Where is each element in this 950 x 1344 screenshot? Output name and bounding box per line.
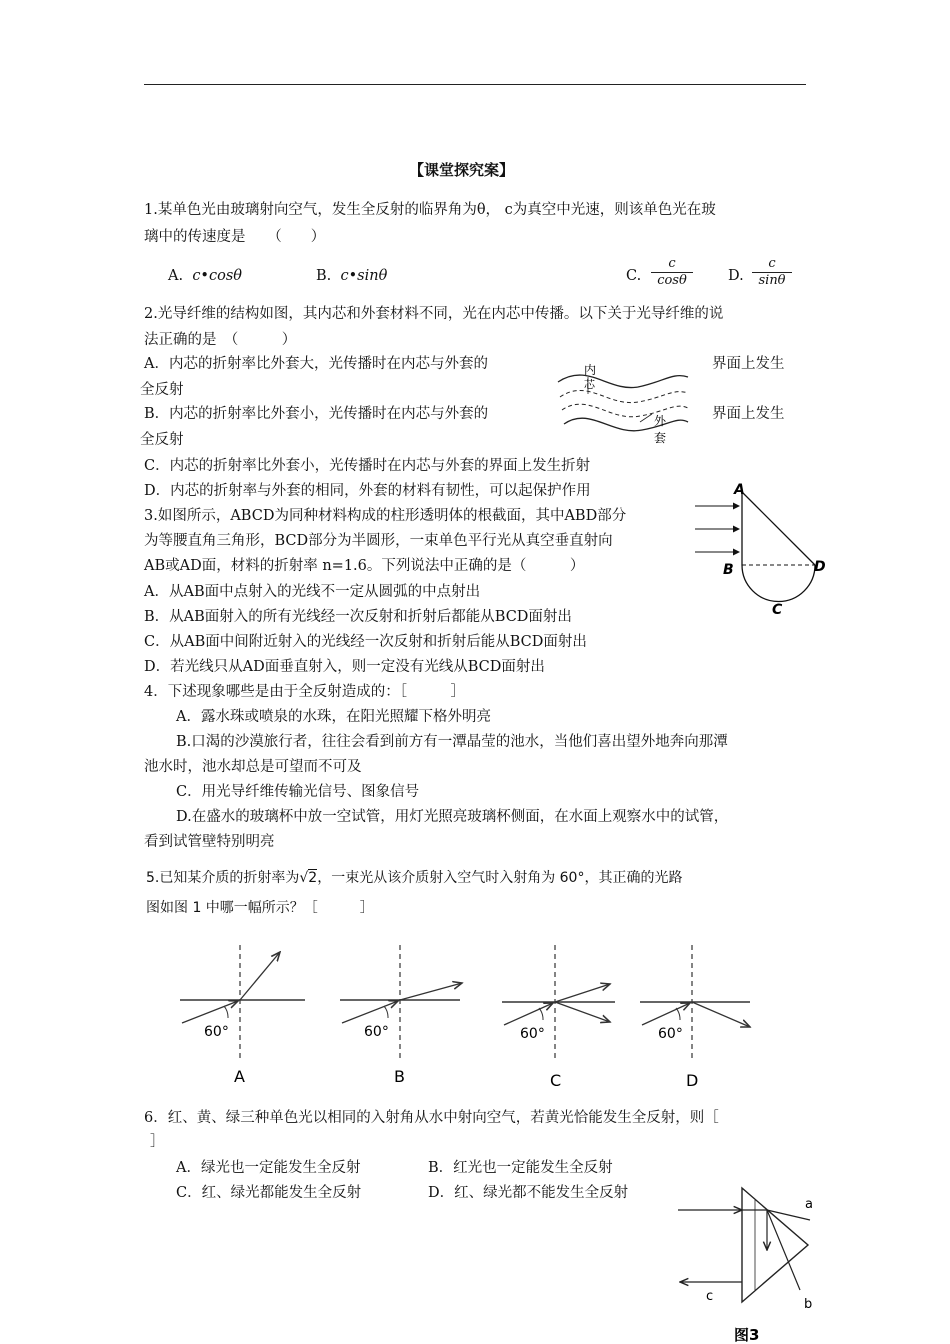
header-rule [144, 84, 806, 85]
q1-stem-line2: 璃中的传速度是 （ ） [144, 229, 326, 245]
q4-option-a: A．露水珠或喷泉的水珠，在阳光照耀下格外明亮 [176, 709, 491, 725]
q4-option-b-line1: B.口渴的沙漠旅行者，往往会看到前方有一潭晶莹的池水，当他们喜出望外地奔向那潭 [176, 734, 728, 750]
fiber-label-inner-1: 内 [584, 363, 597, 377]
q2-stem-line1: 2.光导纤维的结构如图，其内芯和外套材料不同，光在内芯中传播。以下关于光导纤维的说 [144, 306, 724, 322]
q6-option-d: D．红、绿光都不能发生全反射 [428, 1185, 629, 1201]
q2-option-d: D．内芯的折射率与外套的相同，外套的材料有韧性，可以起保护作用 [144, 483, 591, 499]
point-a-label: A [734, 482, 745, 498]
fiber-outer-top [558, 375, 688, 388]
prism-arc-bcd [742, 565, 815, 602]
svg-text:C: C [550, 1071, 562, 1090]
q2-option-b-part1: B．内芯的折射率比外套小，光传播时在内芯与外套的 [144, 406, 489, 422]
q5-figure-a [180, 945, 305, 1086]
prism-figure-3 [670, 1180, 830, 1344]
svg-text:60°: 60° [520, 1026, 545, 1042]
point-d-label: D [814, 559, 826, 575]
prism-edge-ad [742, 492, 815, 565]
q5-figure-d [640, 945, 750, 1090]
q1-stem-line1: 1.某单色光由玻璃射向空气，发生全反射的临界角为θ， c为真空中光速，则该单色光在玻 [144, 202, 716, 218]
svg-text:60°: 60° [658, 1026, 683, 1042]
fiber-core-bottom [562, 404, 688, 417]
sqrt-sign: √ [299, 870, 309, 886]
q5-figure-b [340, 945, 462, 1086]
q4-stem: 4．下述现象哪些是由于全反射造成的：［ ］ [144, 684, 465, 700]
figure-3-caption: 图3 [734, 1326, 760, 1344]
q3-stem-line2: 为等腰直角三角形，BCD部分为半圆形，一束单色平行光从真空垂直射向 [144, 533, 613, 549]
svg-text:60°: 60° [204, 1024, 229, 1040]
prism-abcd-figure [690, 480, 840, 620]
q2-stem-line2: 法正确的是 （ ） [144, 332, 297, 348]
q3-option-a: A．从AB面中点射入的光线不一定从圆弧的中点射出 [144, 584, 481, 600]
fiber-outer-bottom [564, 418, 688, 431]
svg-text:A: A [234, 1067, 245, 1086]
q2-option-b-part2: 界面上发生 [712, 406, 785, 422]
q4-option-b-line2: 池水时，池水却总是可望而不可及 [144, 759, 362, 775]
ray-b-label: b [804, 1297, 813, 1312]
q4-option-d-line2: 看到试管壁特别明亮 [144, 834, 275, 850]
q6-option-b: B．红光也一定能发生全反射 [428, 1160, 613, 1176]
q1-option-a: A. c•cosθ [168, 268, 243, 284]
q1-option-c-fraction: $\frac{c}{\cos\theta}$ [651, 256, 693, 289]
q2-option-b-part3: 全反射 [140, 432, 184, 448]
ray-a-label: a [805, 1197, 813, 1212]
point-c-label: C [772, 602, 783, 618]
q4-option-c: C．用光导纤维传输光信号、图象信号 [176, 784, 420, 800]
q2-option-a-part3: 全反射 [140, 382, 184, 398]
section-title: 【课堂探究案】 [409, 161, 515, 179]
q5-light-path-figures [170, 940, 770, 1100]
q1-option-d-label: D. [728, 268, 744, 284]
ray-b [767, 1210, 800, 1290]
q2-option-a-part2: 界面上发生 [712, 356, 785, 372]
q1-option-c-label: C. [626, 268, 642, 284]
q2-option-c: C．内芯的折射率比外套小，光传播时在内芯与外套的界面上发生折射 [144, 458, 591, 474]
q6-option-a: A．绿光也一定能发生全反射 [176, 1160, 361, 1176]
fiber-core-top [560, 390, 688, 402]
q3-stem-line3: AB或AD面，材料的折射率 n=1.6。下列说法中正确的是（ ） [144, 558, 585, 574]
fiber-label-outer-1: 外 [654, 414, 667, 428]
svg-text:D: D [686, 1071, 699, 1090]
fiber-label-inner-2: 芯 [584, 378, 595, 391]
q1-option-d-fraction: $\frac{c}{\sin\theta}$ [752, 256, 792, 289]
optical-fiber-figure [548, 352, 708, 452]
q5-stem-line2: 图如图 1 中哪一幅所示？［ ］ [146, 900, 374, 916]
q2-option-a-part1: A．内芯的折射率比外套大，光传播时在内芯与外套的 [144, 356, 488, 372]
svg-text:60°: 60° [364, 1024, 389, 1040]
q6-stem-line1: 6．红、黄、绿三种单色光以相同的入射角从水中射向空气，若黄光恰能发生全反射，则［ [144, 1110, 719, 1126]
svg-text:B: B [394, 1067, 405, 1086]
q6-option-c: C．红、绿光都能发生全反射 [176, 1185, 362, 1201]
q6-stem-line2: ］ [150, 1134, 165, 1150]
q3-option-b: B．从AB面射入的所有光线经一次反射和折射后都能从BCD面射出 [144, 609, 572, 625]
ray-c-label: c [706, 1289, 714, 1304]
q3-option-c: C．从AB面中间附近射入的光线经一次反射和折射后能从BCD面射出 [144, 634, 587, 650]
q3-option-d: D．若光线只从AD面垂直射入，则一定没有光线从BCD面射出 [144, 659, 545, 675]
fiber-label-outer-2: 套 [654, 431, 667, 445]
q5-figure-c [502, 945, 615, 1090]
q4-option-d-line1: D.在盛水的玻璃杯中放一空试管，用灯光照亮玻璃杯侧面，在水面上观察水中的试管， [176, 809, 729, 825]
q5-stem-line1: 5.已知某介质的折射率为√2，一束光从该介质射入空气时入射角为 60°，其正确的光路 [146, 870, 683, 886]
point-b-label: B [723, 562, 734, 578]
q3-stem-line1: 3.如图所示，ABCD为同种材料构成的柱形透明体的根截面，其中ABD部分 [144, 508, 627, 524]
q1-option-b: B. c•sinθ [316, 268, 388, 284]
